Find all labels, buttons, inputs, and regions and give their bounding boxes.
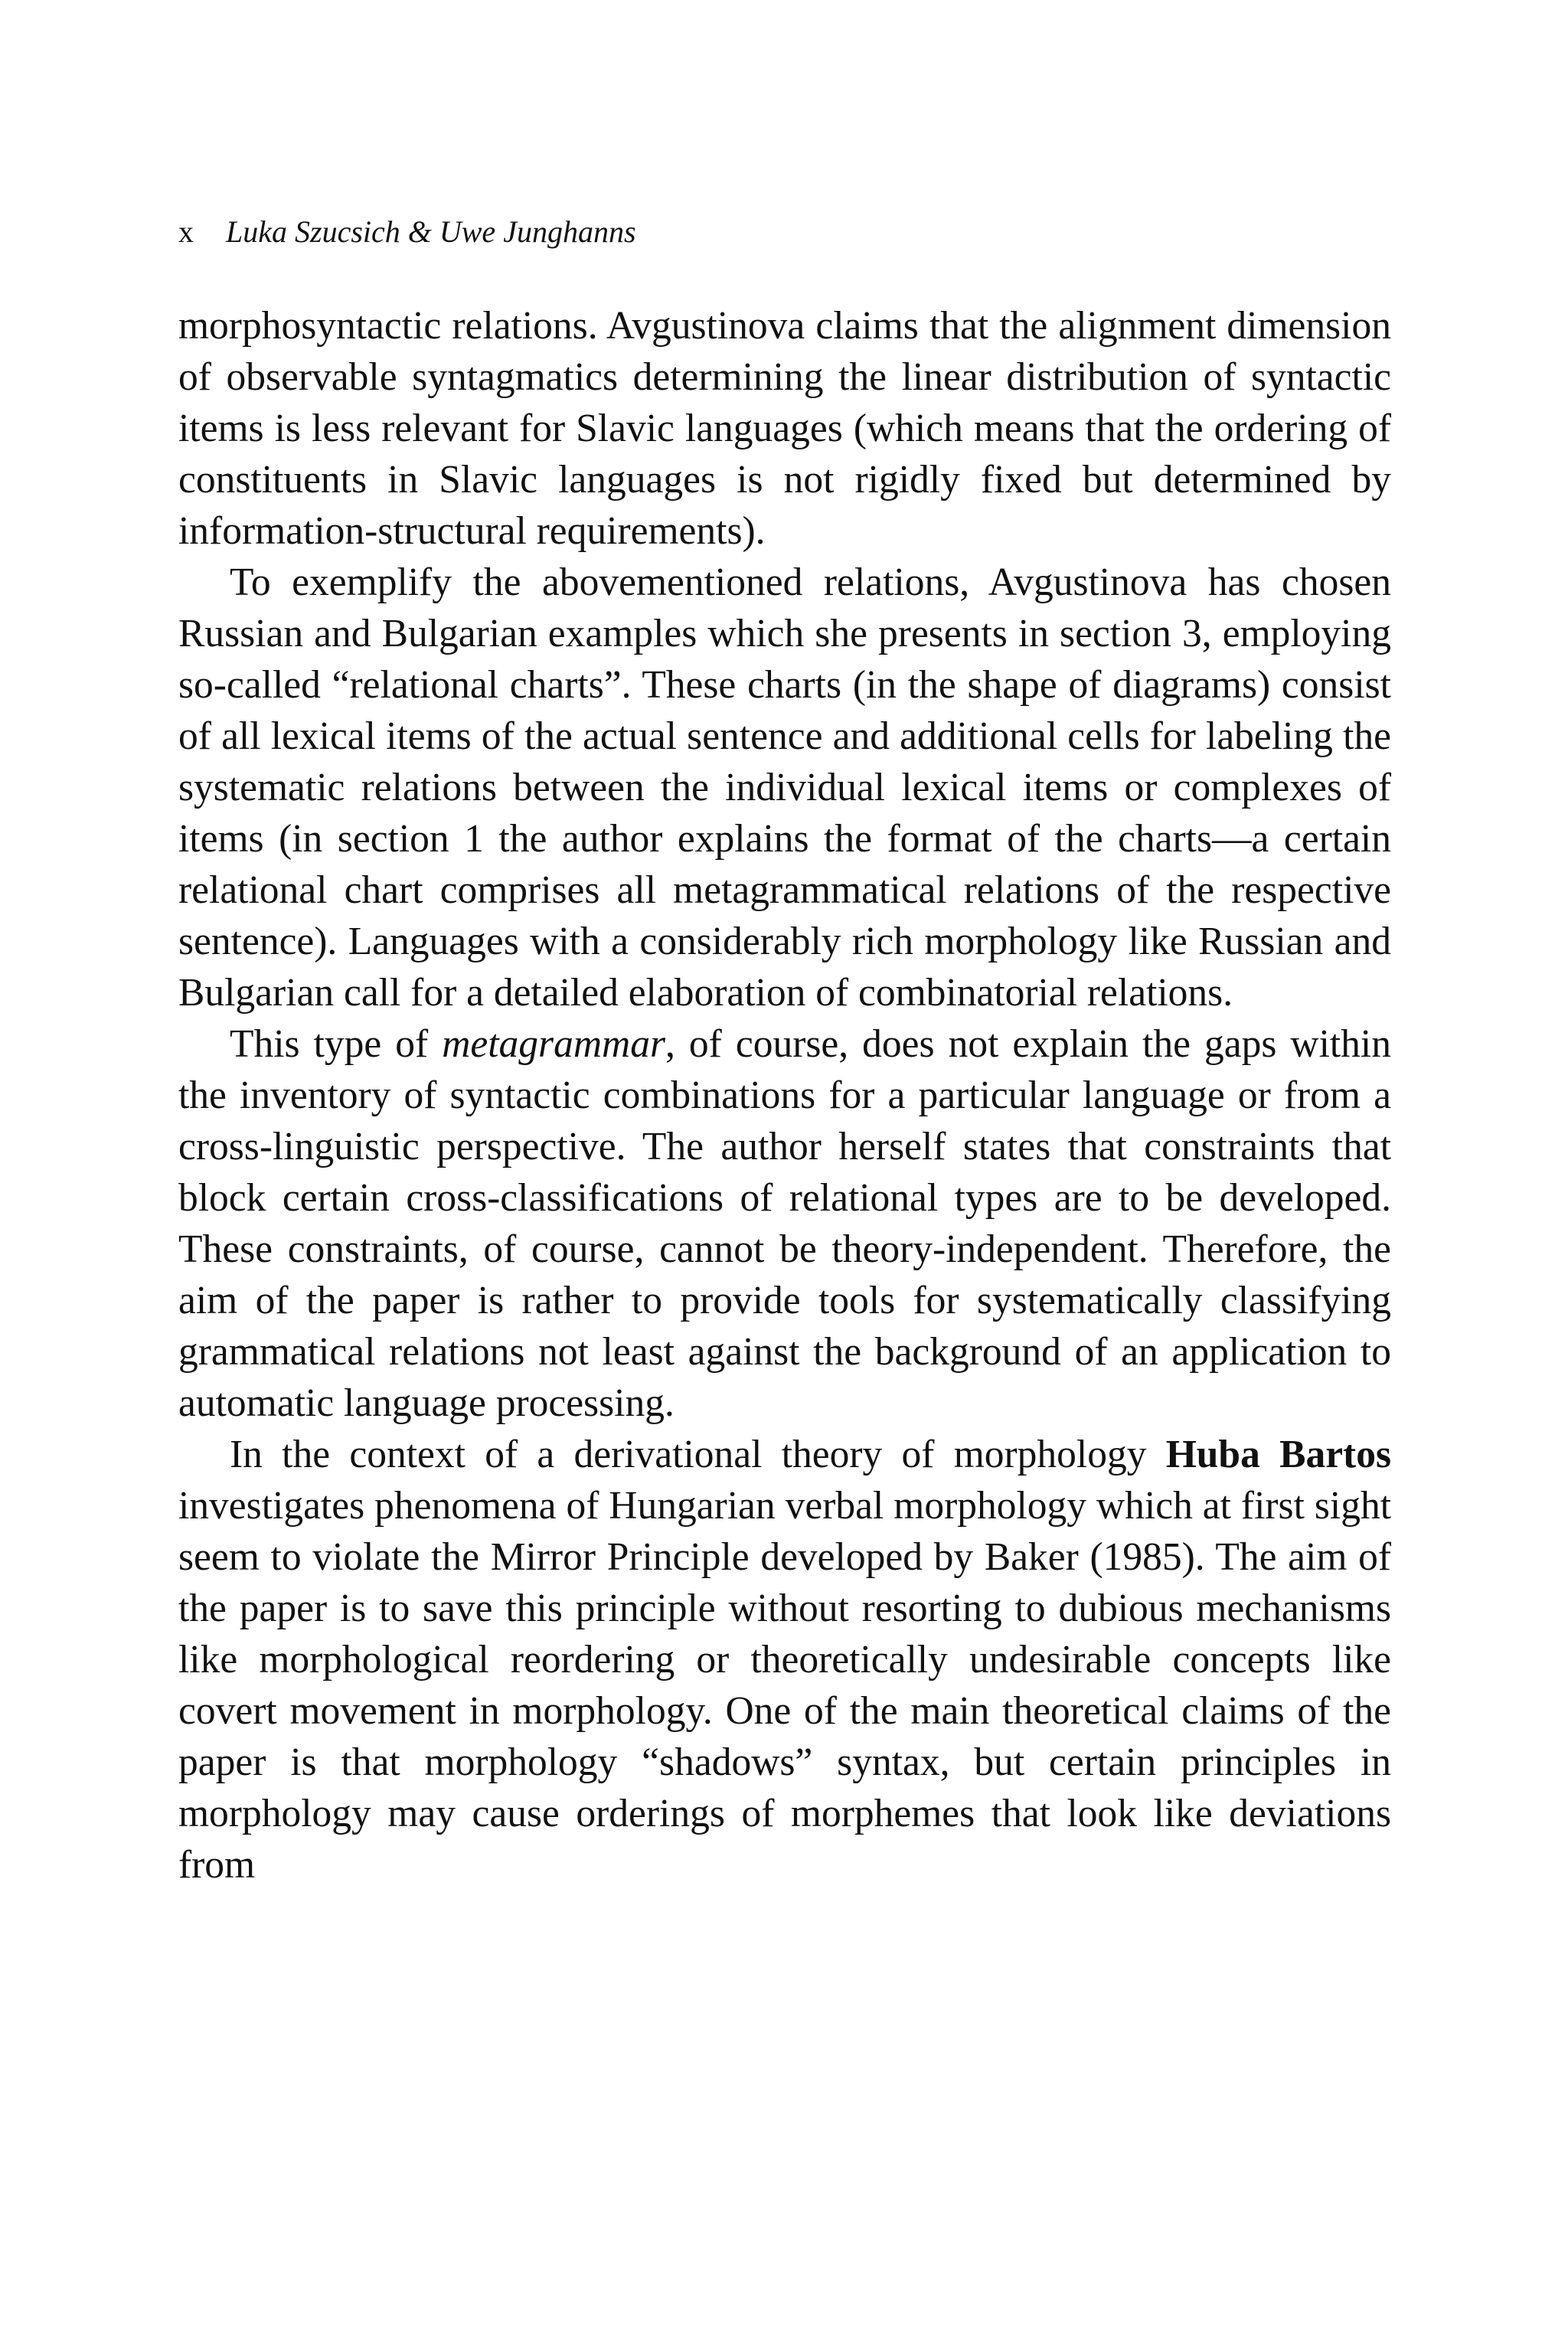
running-head [178, 214, 636, 250]
page-number: x [178, 214, 194, 249]
paragraph-4-text-end: investigates phenomena of Hungarian verbal morphology which at first sight seem to violate the Mirror Principle developed by Baker (1985). The aim of the paper is to save this principle without resorting to dubious mechanisms like morphological reordering or theoretically undesirable concepts like covert movement in morphology. One of the main theoretical claims of the paper is that morphology “shadows” syntax, but certain principles in morphology may cause orderings of morphemes that look like deviations from [178, 1484, 1391, 1887]
term-metagrammar: metagrammar [442, 1022, 666, 1066]
paragraph-3 [178, 1018, 1391, 1429]
paragraph-4-text-start: In the context of a derivational theory of morphology [230, 1433, 1166, 1476]
paragraph-2: To exemplify the abovementioned relations, Avgustinova has chosen Russian and Bulgarian examples which she presents in section 3, employing so-called “relational charts”. These charts (in the shape of diagrams) consist of all lexical items of the actual sentence and additional cells for labeling the systematic relations between the individual lexical items or complexes of items (in section 1 the author explains the format of the charts—a certain relational chart comprises all metagrammatical relations of the respective sentence). Languages with a considerably rich morphology like Russian and Bulgarian call for a detailed elaboration of combinatorial relations. [178, 561, 1391, 1015]
paragraph-3-text-end: , of course, does not explain the gaps within the inventory of syntactic combinations for a particular language or from a cross-linguistic perspective. The author herself states that constraints that block certain cross-classifications of relational types are to be developed. These constraints, of course, cannot be theory-independent. Therefore, the aim of the paper is rather to provide tools for systematically classifying grammatical relations not least against the background of an application to automatic language processing. [178, 1022, 1391, 1425]
running-head-authors: Luka Szucsich & Uwe Junghanns [226, 214, 636, 249]
paragraph-1: morphosyntactic relations. Avgustinova claims that the alignment dimension of observable syntagmatics determining the linear distribution of syntactic items is less relevant for Slavic languages (which means that the ordering of constituents in Slavic languages is not rigidly fixed but determined by information-structural requirements). [178, 304, 1391, 553]
paragraph-4 [178, 1429, 1391, 1891]
author-name-bartos: Huba Bartos [1165, 1433, 1391, 1476]
paragraph-3-text-start: This type of [230, 1022, 443, 1066]
body-text [178, 300, 1391, 1891]
